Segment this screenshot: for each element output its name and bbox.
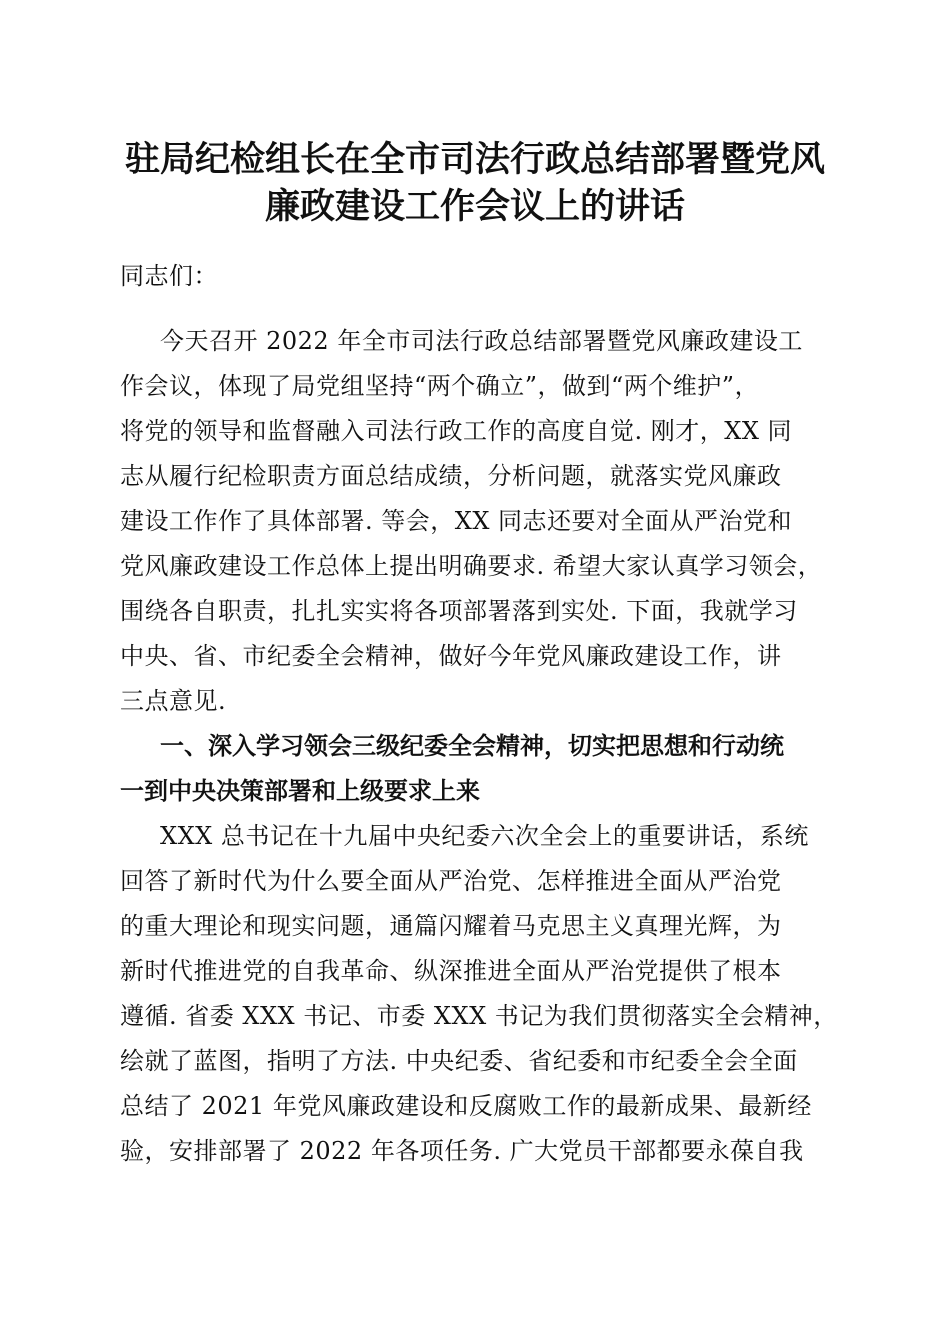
paragraph-2-line-4: 新时代推进党的自我革命、纵深推进全面从严治党提供了根本	[120, 957, 782, 985]
paragraph-1-line-4: 志从履行纪检职责方面总结成绩，分析问题，就落实党风廉政	[120, 462, 782, 490]
paragraph-1-line-8: 中央、省、市纪委全会精神，做好今年党风廉政建设工作，讲	[120, 642, 782, 670]
document-title-line-1: 驻局纪检组长在全市司法行政总结部署暨党风	[124, 139, 825, 180]
salutation: 同志们：	[120, 262, 218, 290]
paragraph-1-line-6: 党风廉政建设工作总体上提出明确要求. 希望大家认真学习领会，	[120, 552, 823, 580]
paragraph-2-line-1: XXX 总书记在十九届中央纪委六次全会上的重要讲话，系统	[160, 822, 809, 850]
paragraph-2-line-5: 遵循. 省委 XXX 书记、市委 XXX 书记为我们贯彻落实全会精神，	[120, 1002, 838, 1030]
paragraph-1-line-7: 围绕各自职责，扎扎实实将各项部署落到实处. 下面，我就学习	[120, 597, 798, 625]
paragraph-2-line-7: 总结了 2021 年党风廉政建设和反腐败工作的最新成果、最新经	[120, 1092, 812, 1120]
section-heading-1-line-1: 一、深入学习领会三级纪委全会精神，切实把思想和行动统	[160, 732, 784, 760]
paragraph-1-line-9: 三点意见.	[120, 687, 227, 715]
paragraph-1-line-1: 今天召开 2022 年全市司法行政总结部署暨党风廉政建设工	[160, 327, 803, 355]
paragraph-2-line-2: 回答了新时代为什么要全面从严治党、怎样推进全面从严治党	[120, 867, 782, 895]
paragraph-2-line-8: 验，安排部署了 2022 年各项任务. 广大党员干部都要永葆自我	[120, 1137, 804, 1165]
paragraph-1-line-5: 建设工作作了具体部署. 等会，XX 同志还要对全面从严治党和	[120, 507, 793, 535]
document-title-line-2: 廉政建设工作会议上的讲话	[264, 186, 685, 227]
paragraph-1-line-3: 将党的领导和监督融入司法行政工作的高度自觉. 刚才，XX 同	[120, 417, 793, 445]
paragraph-2-line-3: 的重大理论和现实问题，通篇闪耀着马克思主义真理光辉，为	[120, 912, 782, 940]
paragraph-2-line-6: 绘就了蓝图，指明了方法. 中央纪委、省纪委和市纪委全会全面	[120, 1047, 798, 1075]
paragraph-1-line-2: 作会议，体现了局党组坚持“两个确立”，做到“两个维护”，	[120, 372, 760, 400]
section-heading-1-line-2: 一到中央决策部署和上级要求上来	[120, 777, 480, 805]
